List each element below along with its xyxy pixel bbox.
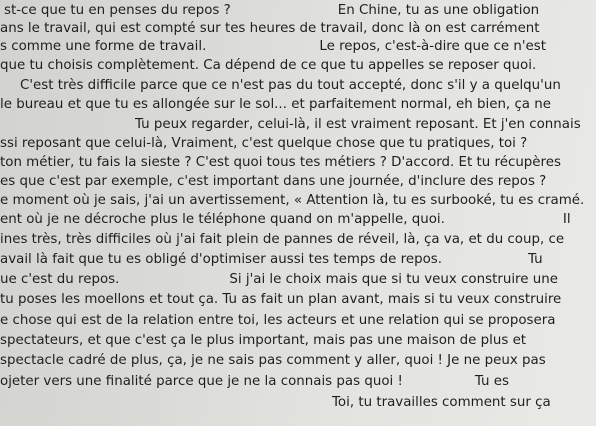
- text-line-3: s comme une forme de travail. Le repos, c'est-à-dire que ce n'est: [0, 39, 546, 54]
- text-line-2: ans le travail, qui est compté sur tes heures de travail, donc là on est carrément: [0, 21, 540, 36]
- text-line-1: st-ce que tu en penses du repos ? En Chine, tu as une obligation: [4, 3, 540, 18]
- text-line-12: ent où je ne décroche plus le téléphone quand on m'appelle, quoi. Il: [0, 212, 571, 227]
- text-line-9: ton métier, tu fais la sieste ? C'est quoi tous tes métiers ? D'accord. Et tu récupères: [0, 155, 561, 170]
- text-line-21: Toi, tu travailles comment sur ça: [332, 395, 551, 410]
- text-line-17: e chose qui est de la relation entre toi, les acteurs et une relation qui se proposera: [0, 313, 556, 328]
- text-line-16: tu poses les moellons et tout ça. Tu as fait un plan avant, mais si tu veux construire: [0, 292, 562, 307]
- text-line-7: Tu peux regarder, celui-là, il est vraiment reposant. Et j'en connais: [135, 117, 581, 132]
- text-line-4: que tu choisis complètement. Ca dépend de ce que tu appelles se reposer quoi.: [0, 58, 537, 73]
- text-line-18: spectateurs, et que c'est ça le plus important, mais pas une maison de plus et: [0, 333, 527, 348]
- text-line-5: C'est très difficile parce que ce n'est pas du tout accepté, donc s'il y a quelqu'un: [20, 78, 561, 93]
- text-line-15: ue c'est du repos. Si j'ai le choix mais que si tu veux construire une: [0, 272, 558, 287]
- text-line-8: ssi reposant que celui-là, Vraiment, c'est quelque chose que tu pratiques, toi ?: [0, 136, 528, 151]
- text-line-13: ines très, très difficiles où j'ai fait plein de pannes de réveil, là, ça va, et du coup, ce: [0, 232, 565, 247]
- text-line-11: e moment où je sais, j'ai un avertissement, « Attention là, tu es surbooké, tu es cramé.: [0, 193, 585, 208]
- text-line-14: avail là fait que tu es obligé d'optimiser aussi tes temps de repos. Tu: [0, 252, 543, 267]
- text-line-10: es que c'est par exemple, c'est important dans une journée, d'inclure des repos ?: [0, 174, 547, 189]
- text-line-20: ojeter vers une finalité parce que je ne la connais pas quoi ! Tu es: [0, 374, 509, 389]
- text-line-6: le bureau et que tu es allongée sur le sol... et parfaitement normal, eh bien, ça ne: [0, 97, 551, 112]
- text-line-19: spectacle cadré de plus, ça, je ne sais pas comment y aller, quoi ! Je ne peux pas: [0, 353, 546, 368]
